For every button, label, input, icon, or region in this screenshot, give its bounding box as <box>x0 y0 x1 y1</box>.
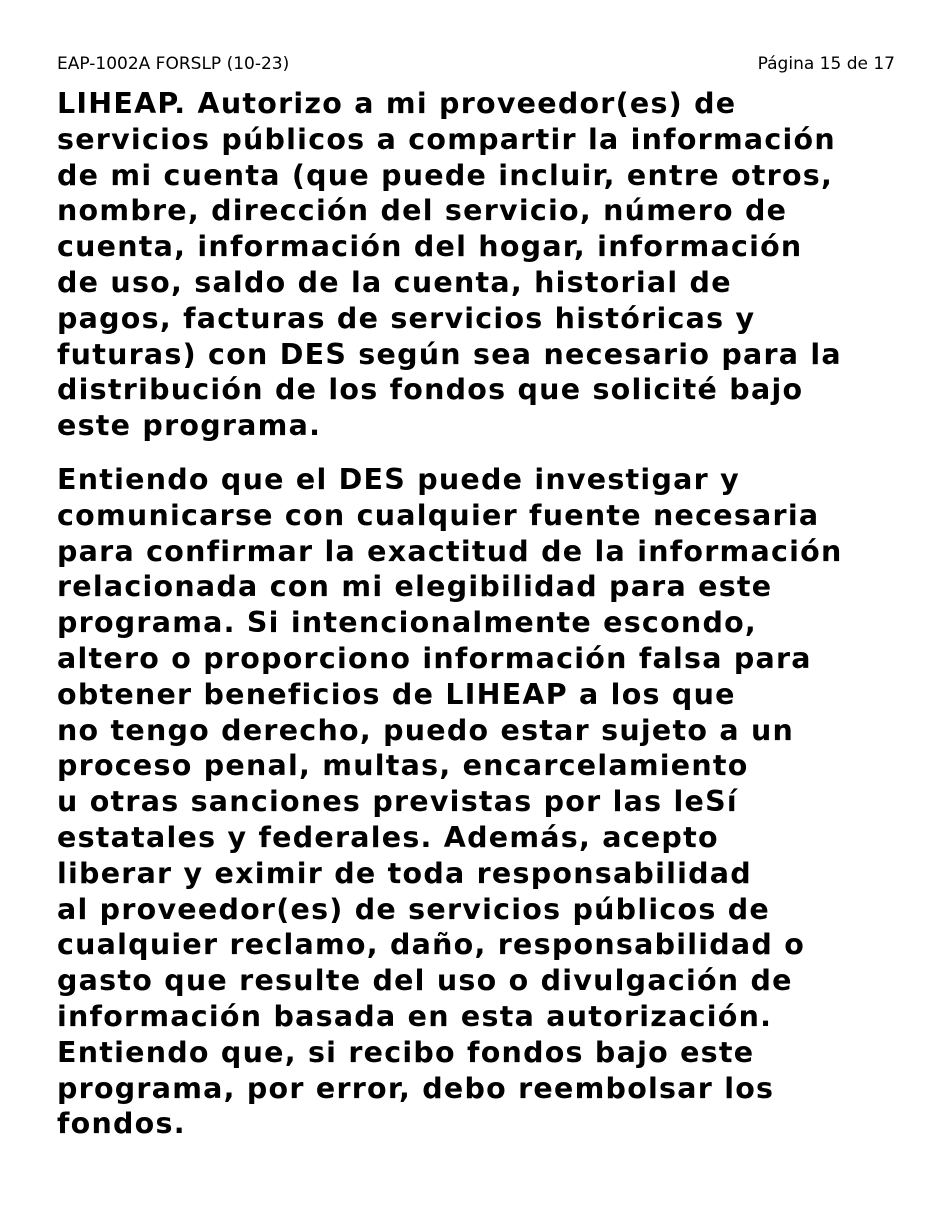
text-line: Entiendo que, si recibo fondos bajo este <box>57 1035 755 1069</box>
text-line: programa. Si intencionalmente escondo, <box>57 606 758 640</box>
text-line: altero o proporciono información falsa para <box>57 641 812 675</box>
text-line: nombre, dirección del servicio, número de <box>57 194 788 228</box>
text-line: obtener beneficios de LIHEAP a los que <box>57 677 736 711</box>
paragraph-liheap-authorization <box>57 86 907 444</box>
page-header <box>57 52 895 76</box>
text-line: liberar y eximir de toda responsabilidad <box>57 856 752 890</box>
text-line: cuenta, información del hogar, información <box>57 230 803 264</box>
text-line: u otras sanciones previstas por las leSí <box>57 785 738 819</box>
text-line: al proveedor(es) de servicios públicos de <box>57 892 770 926</box>
text-line: de mi cuenta (que puede incluir, entre otros, <box>57 158 834 192</box>
text-line: este programa. <box>57 409 322 443</box>
text-line: distribución de los fondos que solicité bajo <box>57 373 804 407</box>
text-line: LIHEAP. Autorizo a mi proveedor(es) de <box>57 87 737 120</box>
paragraph-des-investigation <box>57 462 907 1142</box>
text-line: Entiendo que el DES puede investigar y <box>57 462 740 496</box>
text-line: información basada en esta autorización. <box>57 999 773 1033</box>
text-line: gasto que resulte del uso o divulgación de <box>57 964 793 998</box>
text-line: fondos. <box>57 1107 186 1141</box>
text-line: para confirmar la exactitud de la información <box>57 534 843 568</box>
page-number: Página 15 de 17 <box>757 54 895 74</box>
text-line: no tengo derecho, puedo estar sujeto a un <box>57 713 795 747</box>
text-line: estatales y federales. Además, acepto <box>57 820 719 854</box>
text-line: de uso, saldo de la cuenta, historial de <box>57 265 732 299</box>
text-line: proceso penal, multas, encarcelamiento <box>57 749 749 783</box>
text-line: servicios públicos a compartir la información <box>57 122 836 156</box>
text-line: cualquier reclamo, daño, responsabilidad o <box>57 928 806 962</box>
text-line: relacionada con mi elegibilidad para este <box>57 570 773 604</box>
text-line: programa, por error, debo reembolsar los <box>57 1071 775 1105</box>
form-id: EAP-1002A FORSLP (10-23) <box>57 54 290 74</box>
document-body <box>57 86 907 1142</box>
text-line: futuras) con DES según sea necesario para la <box>57 337 842 371</box>
text-line: comunicarse con cualquier fuente necesaria <box>57 498 820 532</box>
text-line: pagos, facturas de servicios históricas y <box>57 301 756 335</box>
